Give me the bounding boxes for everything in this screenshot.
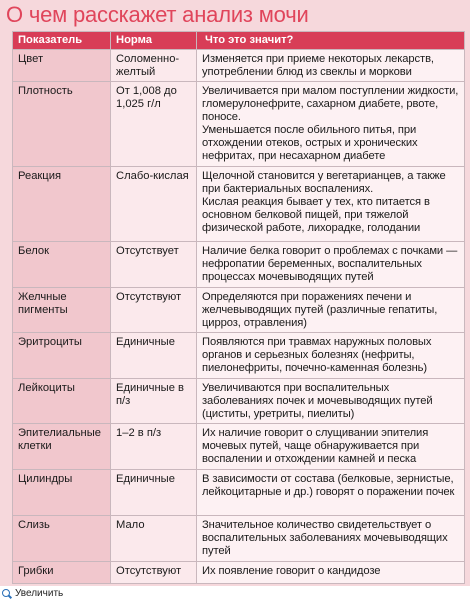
norm-cell: Единичные: [111, 333, 197, 379]
indicator-cell: Эпителиальные клетки: [13, 424, 111, 470]
meaning-cell: [197, 167, 465, 242]
indicator-cell: Цилиндры: [13, 470, 111, 516]
norm-cell: Единичные в п/з: [111, 379, 197, 424]
indicator-cell: Эритроциты: [13, 333, 111, 379]
header-meaning: Что это значит?: [197, 32, 465, 50]
indicator-cell: Слизь: [13, 516, 111, 562]
table-row: [13, 562, 465, 584]
meaning-text: Их наличие говорит о слущивании эпителия мочевых путей, чаще обнаруживается при воспалении и отхождении камней и песка: [202, 427, 429, 465]
meaning-cell: [197, 242, 465, 288]
meaning-text: Кислая реакция бывает у тех, кто питается в основном белковой пищей, при тяжелой физической работе, лихорадке, голодании: [202, 196, 430, 234]
norm-cell: Отсутствует: [111, 242, 197, 288]
meaning-text: Изменяется при приеме некоторых лекарств, употреблении блюд из свеклы и моркови: [202, 53, 434, 78]
poster-title: О чем расскажет анализ мочи: [6, 2, 309, 27]
header-indicator: Показатель: [13, 32, 111, 50]
meaning-text: Увеличивается при малом поступлении жидкости, гломерулонефрите, сахарном диабете, рвоте, поносе.: [202, 85, 459, 123]
norm-cell: Мало: [111, 516, 197, 562]
table-row: [13, 516, 465, 562]
table-row: [13, 242, 465, 288]
table-row: [13, 424, 465, 470]
header-norm: Норма: [111, 32, 197, 50]
meaning-cell: [197, 562, 465, 584]
norm-cell: Соломенно-желтый: [111, 50, 197, 82]
meaning-text: Появляются при травмах наружных половых органов и серьезных болезнях (нефриты, пиелонефриты, почечно-каменная болезнь): [202, 336, 432, 374]
magnifier-icon: [2, 589, 12, 599]
norm-cell: От 1,008 до 1,025 г/л: [111, 82, 197, 167]
indicator-cell: Плотность: [13, 82, 111, 167]
indicator-cell: Желчные пигменты: [13, 288, 111, 333]
meaning-text: В зависимости от состава (белковые, зернистые, лейкоцитарные и др.) говорят о поражении почек: [202, 473, 455, 498]
table-row: [13, 82, 465, 167]
meaning-cell: [197, 516, 465, 562]
meaning-text: Увеличиваются при воспалительных заболеваниях почек и мочевыводящих путей (циститы, уретриты, пиелиты): [202, 382, 433, 420]
table-header-row: [13, 32, 465, 50]
table-row: [13, 288, 465, 333]
meaning-cell: [197, 288, 465, 333]
meaning-text: Уменьшается после обильного питья, при отхождении отеков, острых и хронических нефритах, при несахарном диабете: [202, 124, 418, 162]
meaning-cell: [197, 82, 465, 167]
indicator-cell: Белок: [13, 242, 111, 288]
urinalysis-table: [12, 31, 465, 584]
norm-cell: Слабо-кислая: [111, 167, 197, 242]
indicator-cell: Грибки: [13, 562, 111, 584]
meaning-cell: [197, 424, 465, 470]
zoom-link[interactable]: [2, 588, 63, 600]
meaning-cell: [197, 50, 465, 82]
table-row: [13, 470, 465, 516]
indicator-cell: Цвет: [13, 50, 111, 82]
meaning-text: Щелочной становится у вегетарианцев, а также при бактериальных воспалениях.: [202, 170, 446, 195]
norm-cell: Отсутствуют: [111, 562, 197, 584]
meaning-text: Их появление говорит о кандидозе: [202, 565, 381, 577]
meaning-cell: [197, 470, 465, 516]
meaning-text: Наличие белка говорит о проблемах с почками — нефропатии беременных, воспалительных процессах мочевыводящих путей: [202, 245, 458, 283]
meaning-text: Определяются при поражениях печени и желчевыводящих путей (различные гепатиты, цирроз, отравления): [202, 291, 438, 329]
norm-cell: Отсутствуют: [111, 288, 197, 333]
meaning-cell: [197, 333, 465, 379]
norm-cell: 1–2 в п/з: [111, 424, 197, 470]
meaning-cell: [197, 379, 465, 424]
table-row: [13, 167, 465, 242]
table-row: [13, 50, 465, 82]
indicator-cell: Реакция: [13, 167, 111, 242]
table-body: [13, 50, 465, 584]
table-row: [13, 379, 465, 424]
indicator-cell: Лейкоциты: [13, 379, 111, 424]
table-row: [13, 333, 465, 379]
norm-cell: Единичные: [111, 470, 197, 516]
zoom-link-label[interactable]: Увеличить: [15, 588, 64, 599]
meaning-text: Значительное количество свидетельствует о воспалительных заболеваниях мочевыводящих путей: [202, 519, 448, 557]
